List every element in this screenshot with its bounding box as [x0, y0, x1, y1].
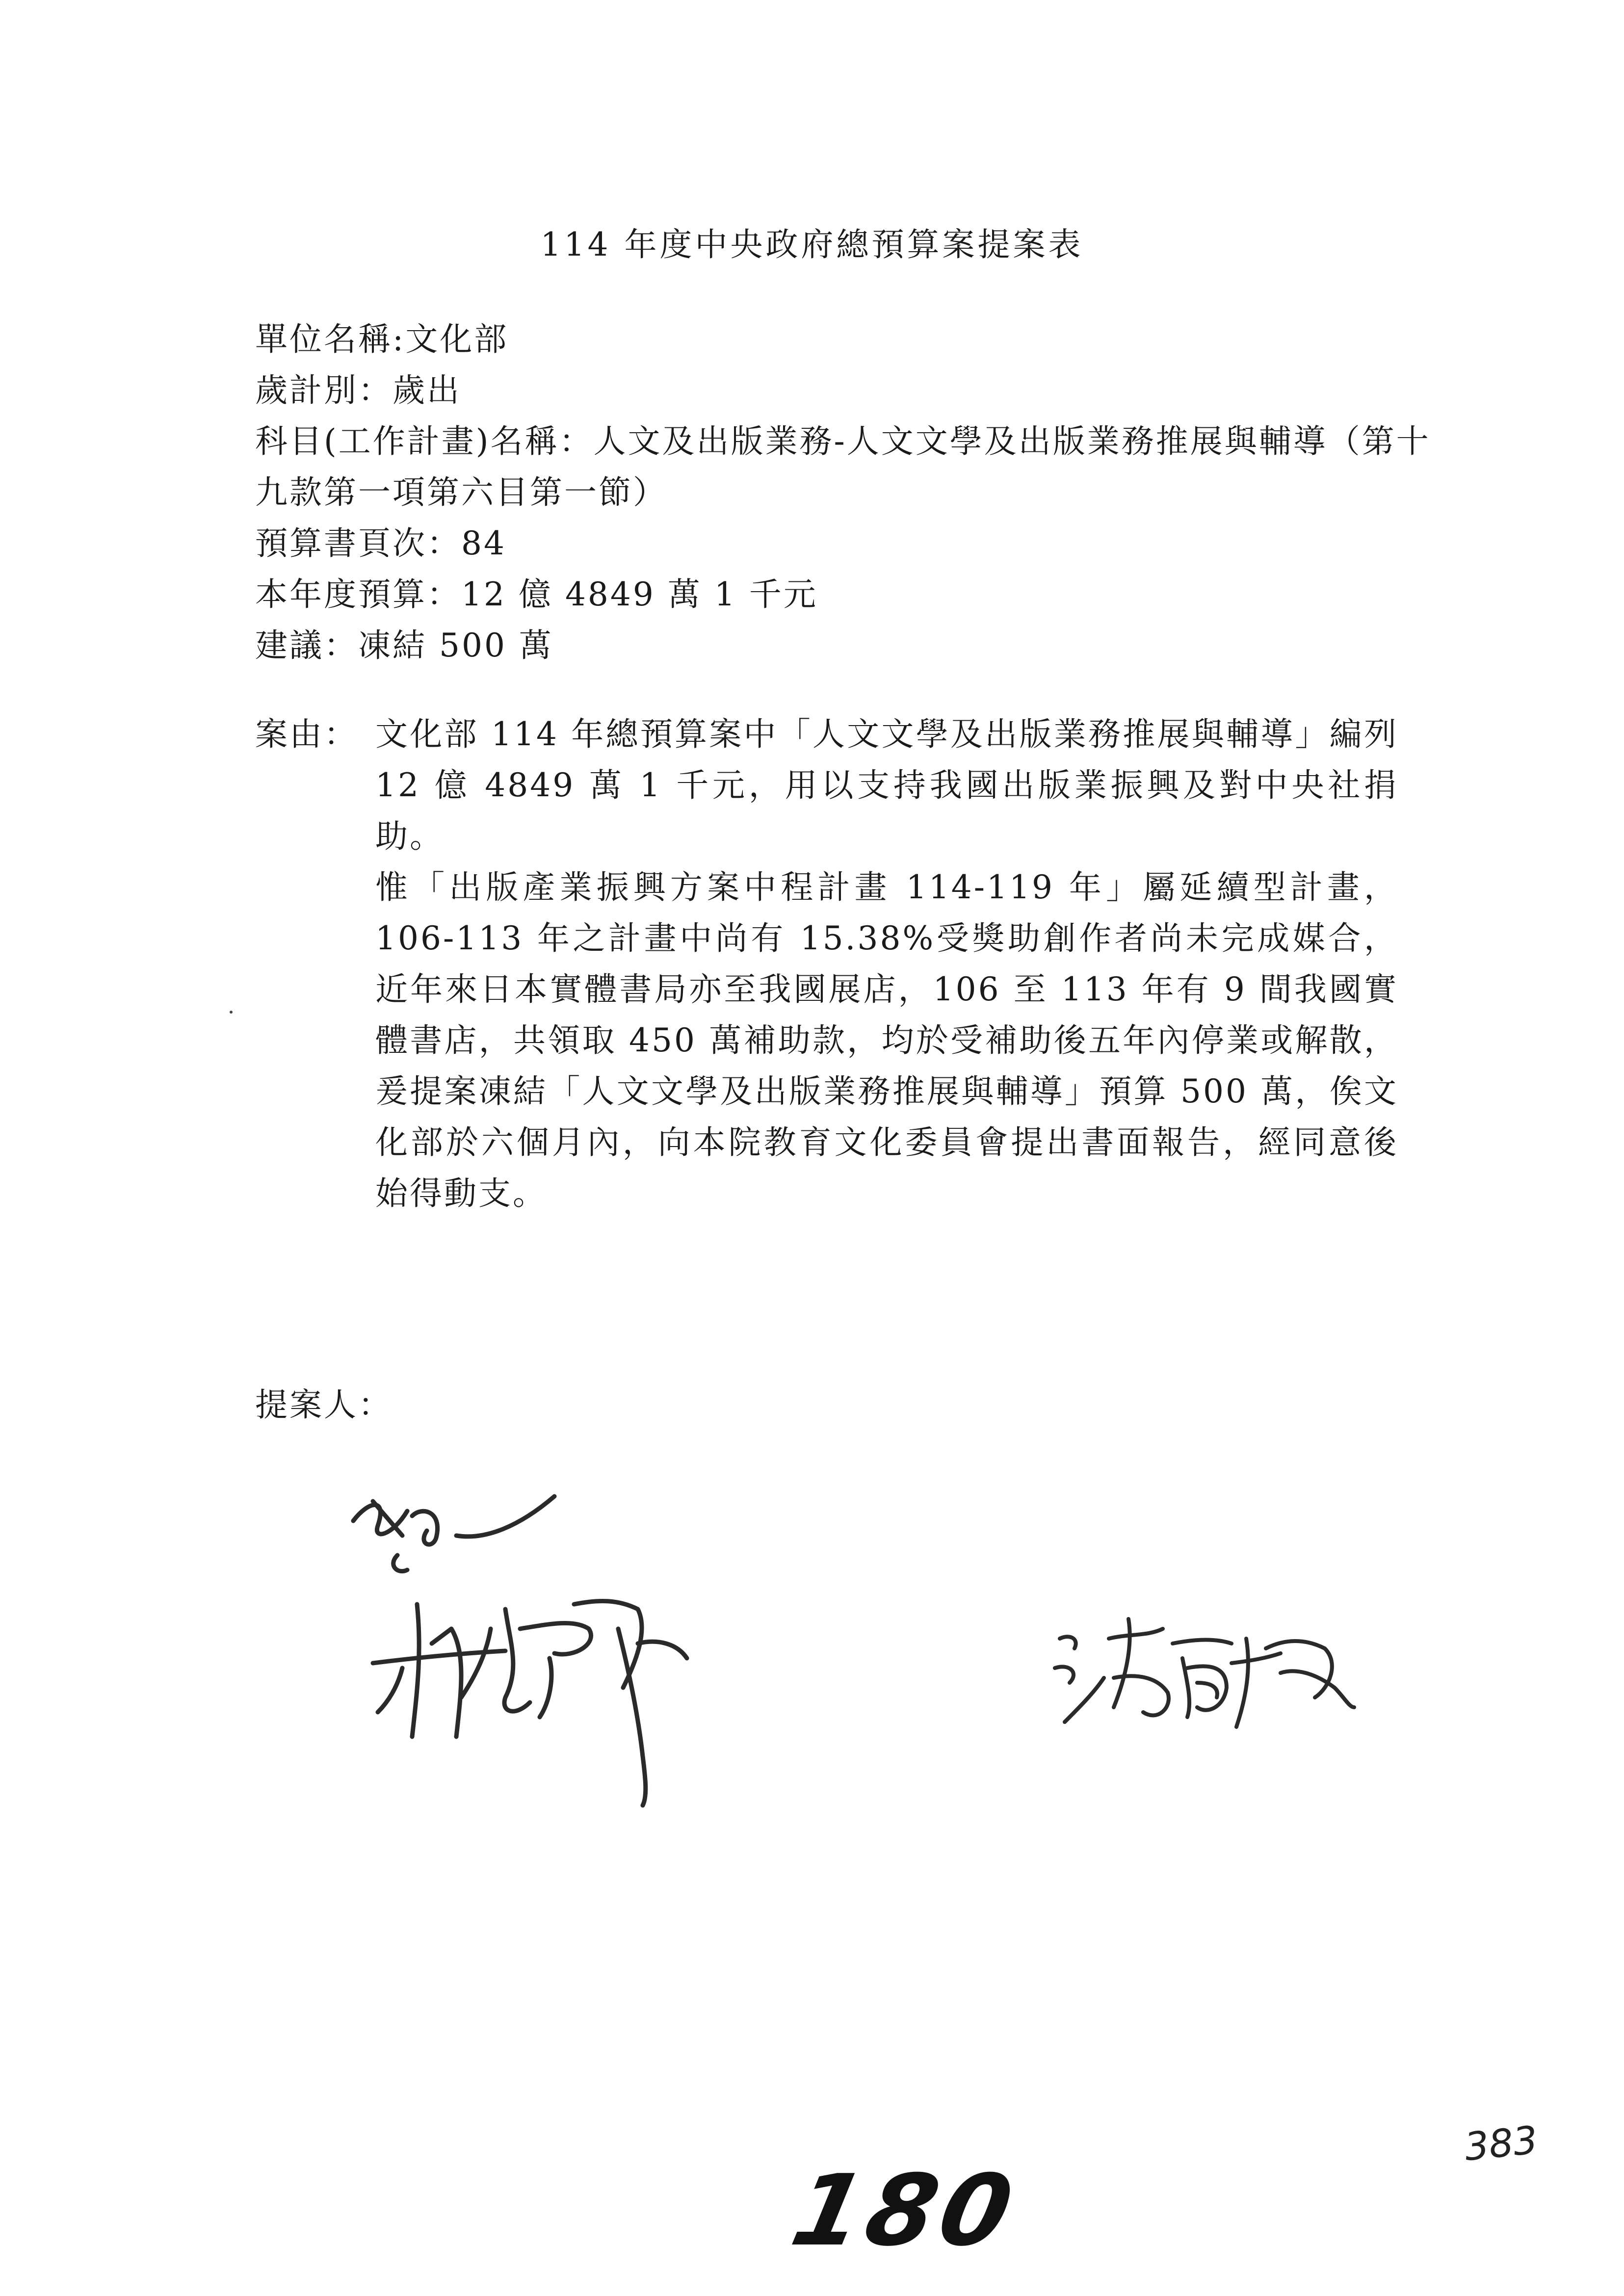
meta-block — [255, 314, 1433, 671]
handwritten-page-number: 383 — [1462, 2118, 1540, 2170]
handwritten-signature-icon — [1050, 1609, 1364, 1737]
large-page-number: 180 — [783, 2154, 1027, 2268]
meta-suggestion: 建議：凍結 500 萬 — [255, 626, 553, 664]
meta-budget: 本年度預算：12 億 4849 萬 1 千元 — [255, 575, 818, 613]
case-block — [255, 709, 1398, 1219]
meta-unit: 單位名稱:文化部 — [255, 320, 509, 358]
case-label: 案由： — [255, 715, 358, 753]
meta-page-ref: 預算書頁次：84 — [255, 524, 506, 562]
meta-account-type: 歲計別：歲出 — [255, 371, 461, 409]
signature-2 — [1050, 1609, 1364, 1737]
document-title: 114 年度中央政府總預算案提案表 — [540, 226, 1084, 263]
handwritten-signature-icon — [343, 1482, 746, 1825]
case-paragraph-1: 文化部 114 年總預算案中「人文文學及出版業務推展與輔導」編列 12 億 4849 萬 1 千元，用以支持我國出版業振興及對中央社捐助。 — [375, 715, 1398, 855]
scan-speck — [230, 1011, 233, 1014]
signature-1 — [343, 1482, 746, 1825]
case-paragraph-2: 惟「出版產業振興方案中程計畫 114-119 年」屬延續型計畫，106-113 年之計畫中尚有 15.38%受獎助創作者尚未完成媒合，近年來日本實體書局亦至我國展店，106 至 113 年有 9 間我國實體書店，共領取 450 萬補助款，均於受補助後五年內停業或解散，爰提案凍結「人文文學及出版業務推展與輔導」預算 500 萬，俟文化部於六個月內，向本院教育文化委員會提出書面報告，經同意後始得動支。 — [375, 868, 1398, 1212]
case-body — [375, 709, 1398, 1219]
meta-subject: 科目(工作計畫)名稱：人文及出版業務-人文文學及出版業務推展與輔導（第十九款第一項第六目第一節） — [255, 422, 1431, 511]
proposer-label: 提案人： — [255, 1386, 393, 1424]
